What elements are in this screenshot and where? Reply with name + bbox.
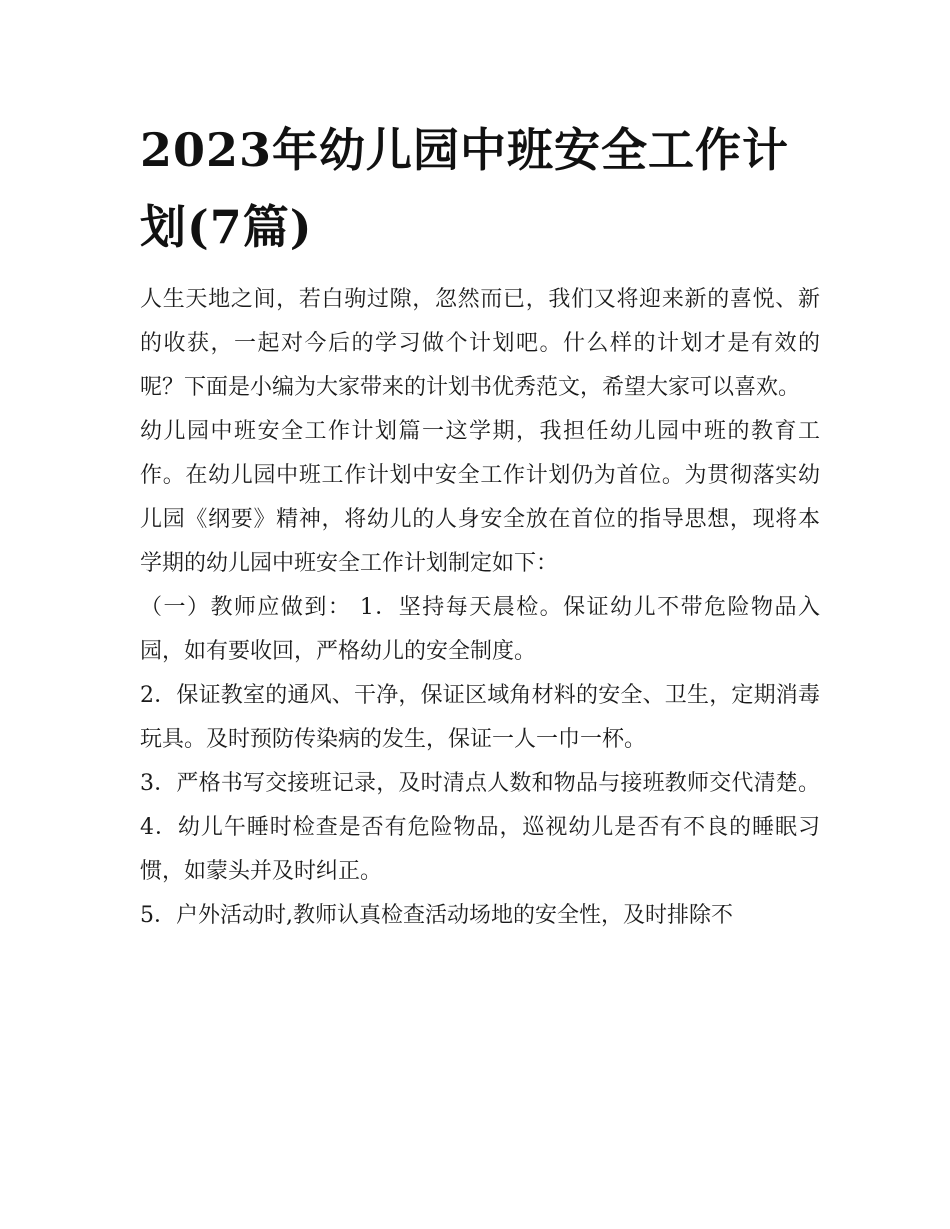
paragraph-intro: 人生天地之间，若白驹过隙，忽然而已，我们又将迎来新的喜悦、新的收获，一起对今后的学习做个计划吧。什么样的计划才是有效的呢？下面是小编为大家带来的计划书优秀范文，希望大家可以喜欢。	[140, 287, 820, 400]
paragraph-teacher-duty-2: 2．保证教室的通风、干净，保证区域角材料的安全、卫生，定期消毒玩具。及时预防传染病的发生，保证一人一巾一杯。	[140, 683, 820, 752]
paragraph-plan-intro: 幼儿园中班安全工作计划篇一这学期，我担任幼儿园中班的教育工作。在幼儿园中班工作计划中安全工作计划仍为首位。为贯彻落实幼儿园《纲要》精神，将幼儿的人身安全放在首位的指导思想，现将本学期的幼儿园中班安全工作计划制定如下：	[140, 419, 820, 576]
paragraph-teacher-duty-5: 5．户外活动时,教师认真检查活动场地的安全性，及时排除不	[140, 903, 733, 928]
paragraph-teacher-duty-3-4: 3．严格书写交接班记录，及时清点人数和物品与接班教师交代清楚。 4．幼儿午睡时检查是否有危险物品，巡视幼儿是否有不良的睡眠习惯，如蒙头并及时纠正。	[140, 771, 820, 884]
paragraph-teacher-duty-1: （一）教师应做到： 1．坚持每天晨检。保证幼儿不带危险物品入园，如有要收回，严格幼儿的安全制度。	[140, 595, 820, 664]
document-title: 2023年幼儿园中班安全工作计划(7篇)	[140, 123, 790, 254]
document-body	[140, 278, 820, 938]
